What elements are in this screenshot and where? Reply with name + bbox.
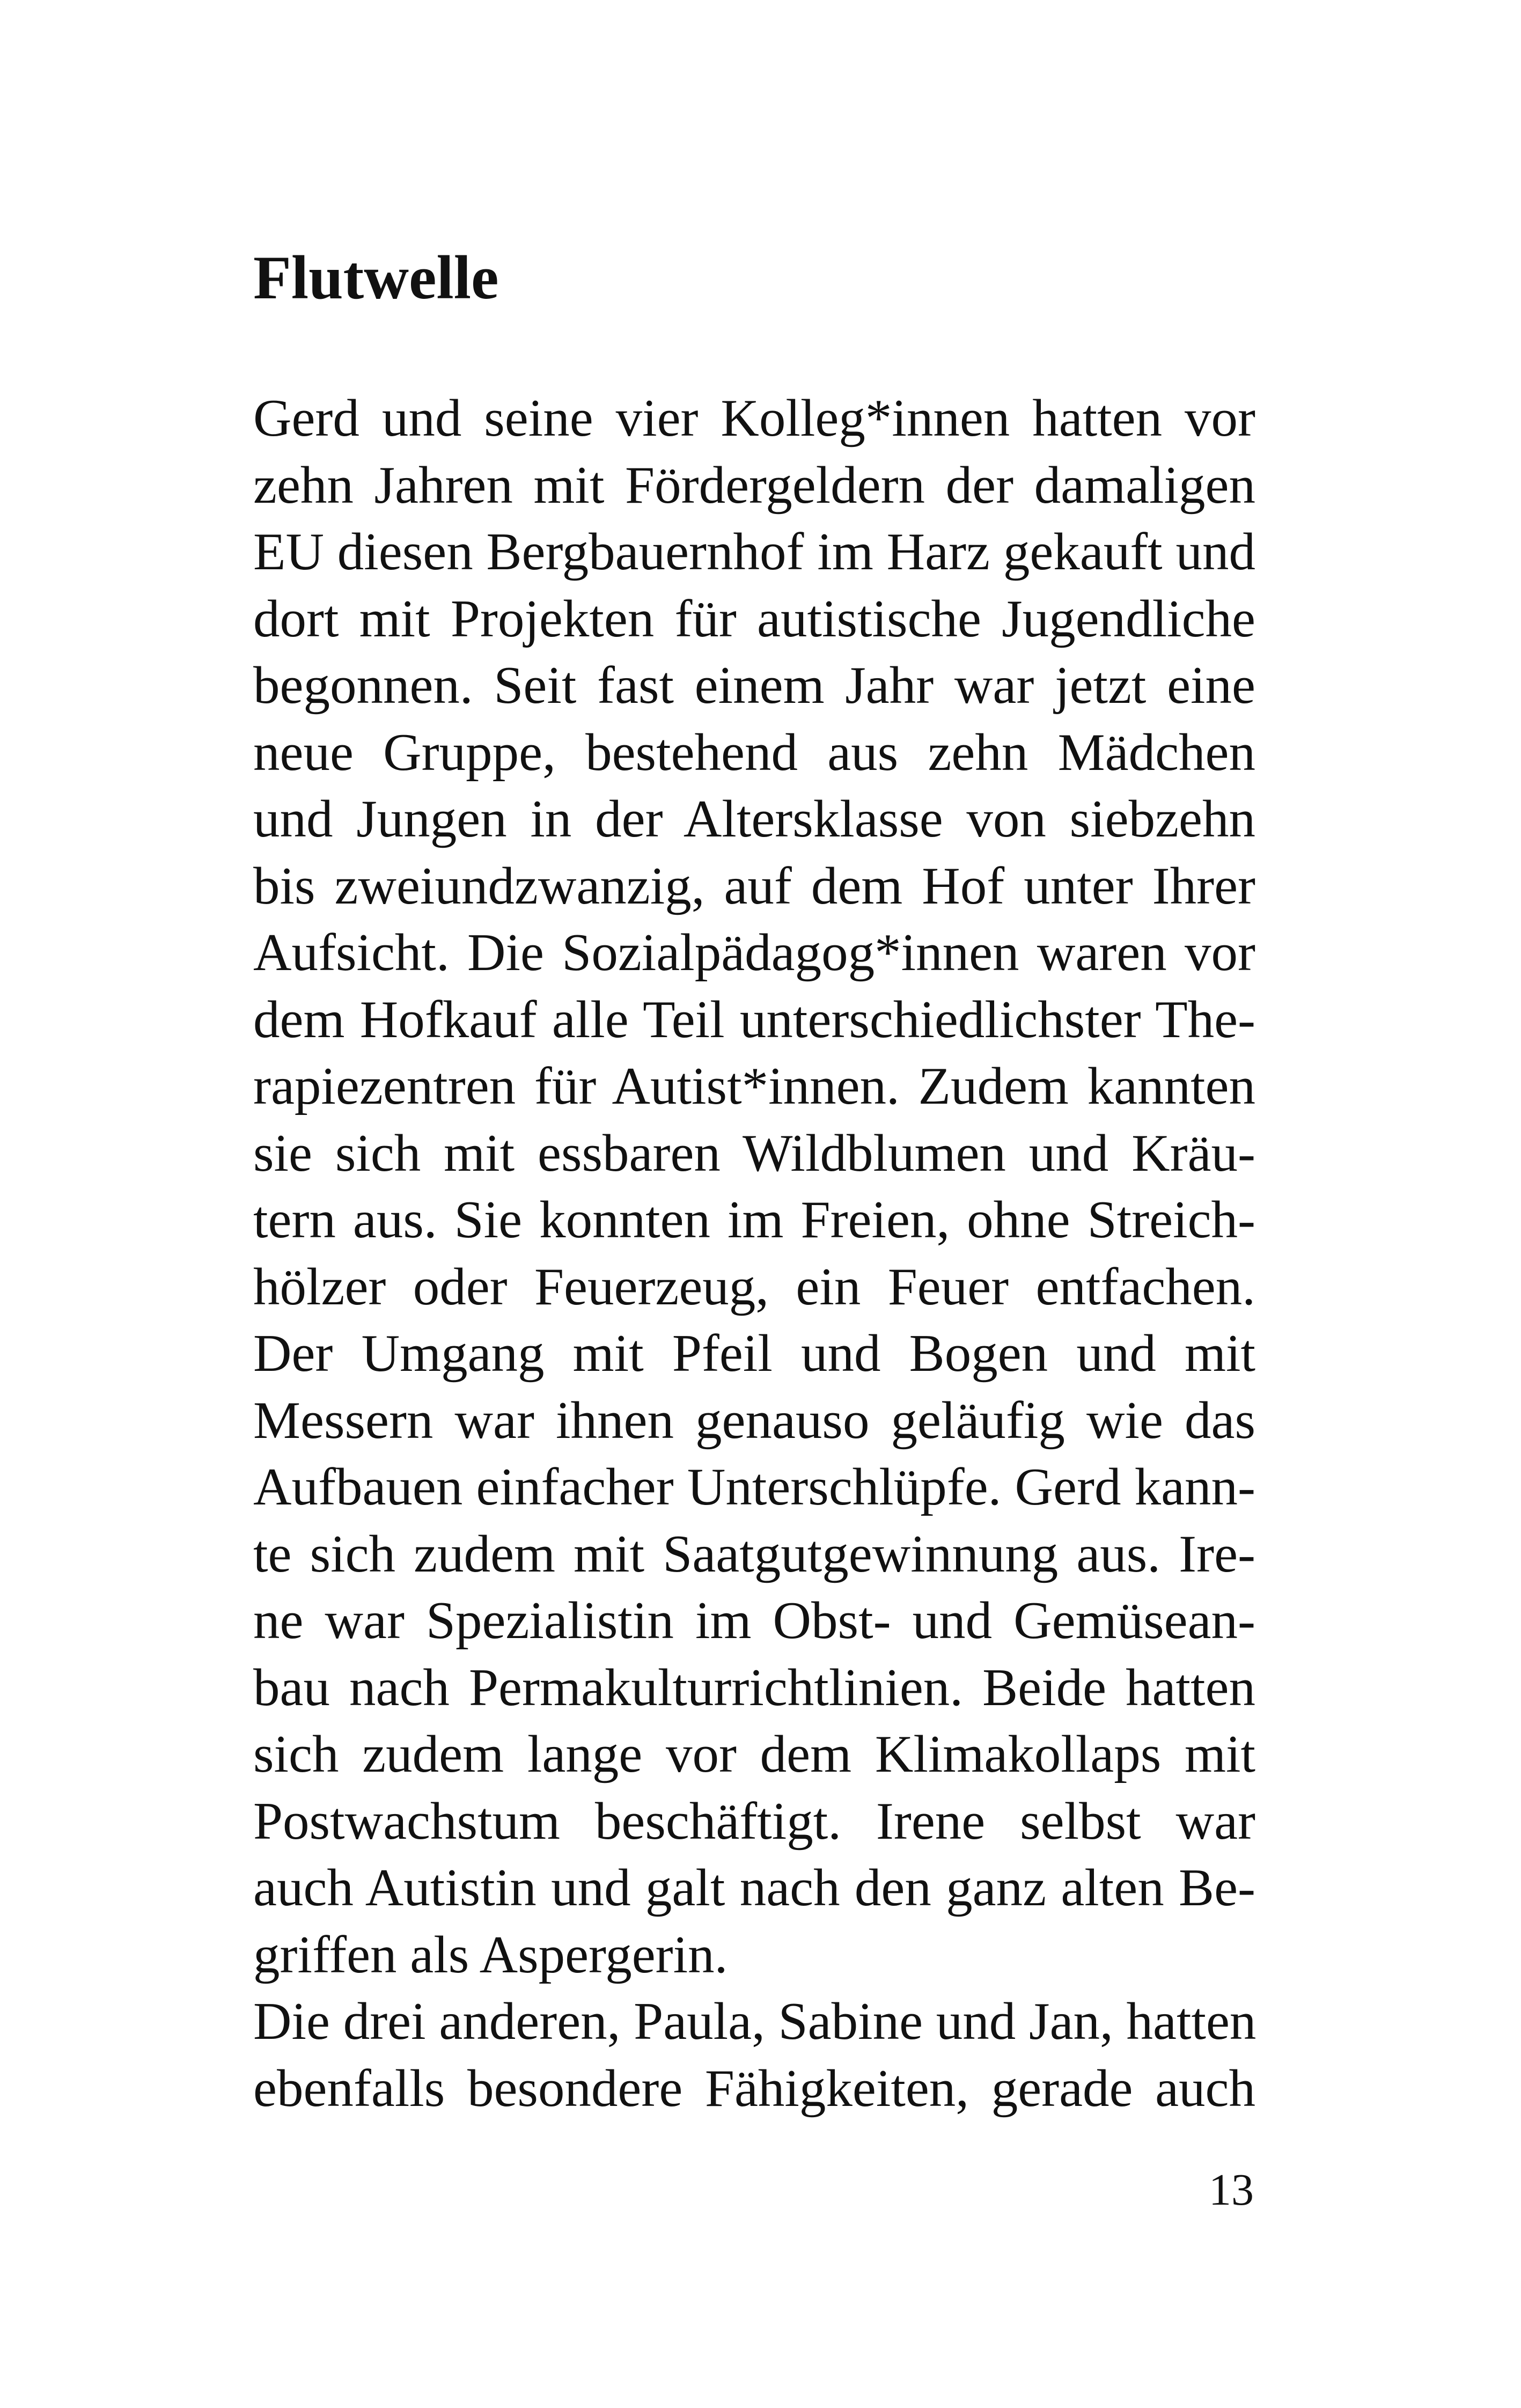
text-line: griffen als Aspergerin. (253, 1925, 728, 1984)
text-line: rapiezentren für Autist*innen. Zudem kannten (253, 1057, 1255, 1115)
text-line: Die drei anderen, Paula, Sabine und Jan, hatten (253, 1992, 1257, 2051)
body-text (253, 385, 1255, 2122)
text-line: neue Gruppe, bestehend aus zehn Mädchen (253, 723, 1255, 782)
text-line: sie sich mit essbaren Wildblumen und Kräu- (253, 1124, 1255, 1183)
text-line: Messern war ihnen genauso geläufig wie das (253, 1391, 1255, 1450)
page-number: 13 (1209, 2165, 1254, 2215)
text-line: dort mit Projekten für autistische Jugendliche (253, 589, 1255, 648)
text-line: hölzer oder Feuerzeug, ein Feuer entfachen. (253, 1257, 1255, 1316)
text-line: begonnen. Seit fast einem Jahr war jetzt eine (253, 656, 1255, 715)
text-line: Aufsicht. Die Sozialpädagog*innen waren vor (253, 923, 1255, 982)
text-line: bis zweiundzwanzig, auf dem Hof unter Ihrer (253, 856, 1255, 915)
text-line: Postwachstum beschäftigt. Irene selbst war (253, 1792, 1255, 1851)
text-line: tern aus. Sie konnten im Freien, ohne Streich- (253, 1191, 1255, 1249)
text-line: auch Autistin und galt nach den ganz alten Be- (253, 1859, 1255, 1917)
text-line: dem Hofkauf alle Teil unterschiedlichster The- (253, 990, 1255, 1049)
text-line: und Jungen in der Altersklasse von siebzehn (253, 790, 1255, 848)
text-line: zehn Jahren mit Fördergeldern der damaligen (253, 456, 1255, 515)
text-line: ne war Spezialistin im Obst- und Gemüsean- (253, 1591, 1255, 1650)
text-line: te sich zudem mit Saatgutgewinnung aus. Ire- (253, 1524, 1255, 1583)
chapter-title: Flutwelle (253, 244, 499, 312)
text-line: EU diesen Bergbauernhof im Harz gekauft und (253, 523, 1255, 581)
text-line: Der Umgang mit Pfeil und Bogen und mit (253, 1324, 1255, 1383)
text-line: bau nach Permakulturrichtlinien. Beide hatten (253, 1658, 1255, 1717)
text-line: Aufbauen einfacher Unterschlüpfe. Gerd kann- (253, 1458, 1255, 1516)
text-line: ebenfalls besondere Fähigkeiten, gerade auch (253, 2059, 1255, 2118)
text-line: Gerd und seine vier Kolleg*innen hatten vor (253, 389, 1255, 447)
text-line: sich zudem lange vor dem Klimakollaps mit (253, 1725, 1255, 1783)
